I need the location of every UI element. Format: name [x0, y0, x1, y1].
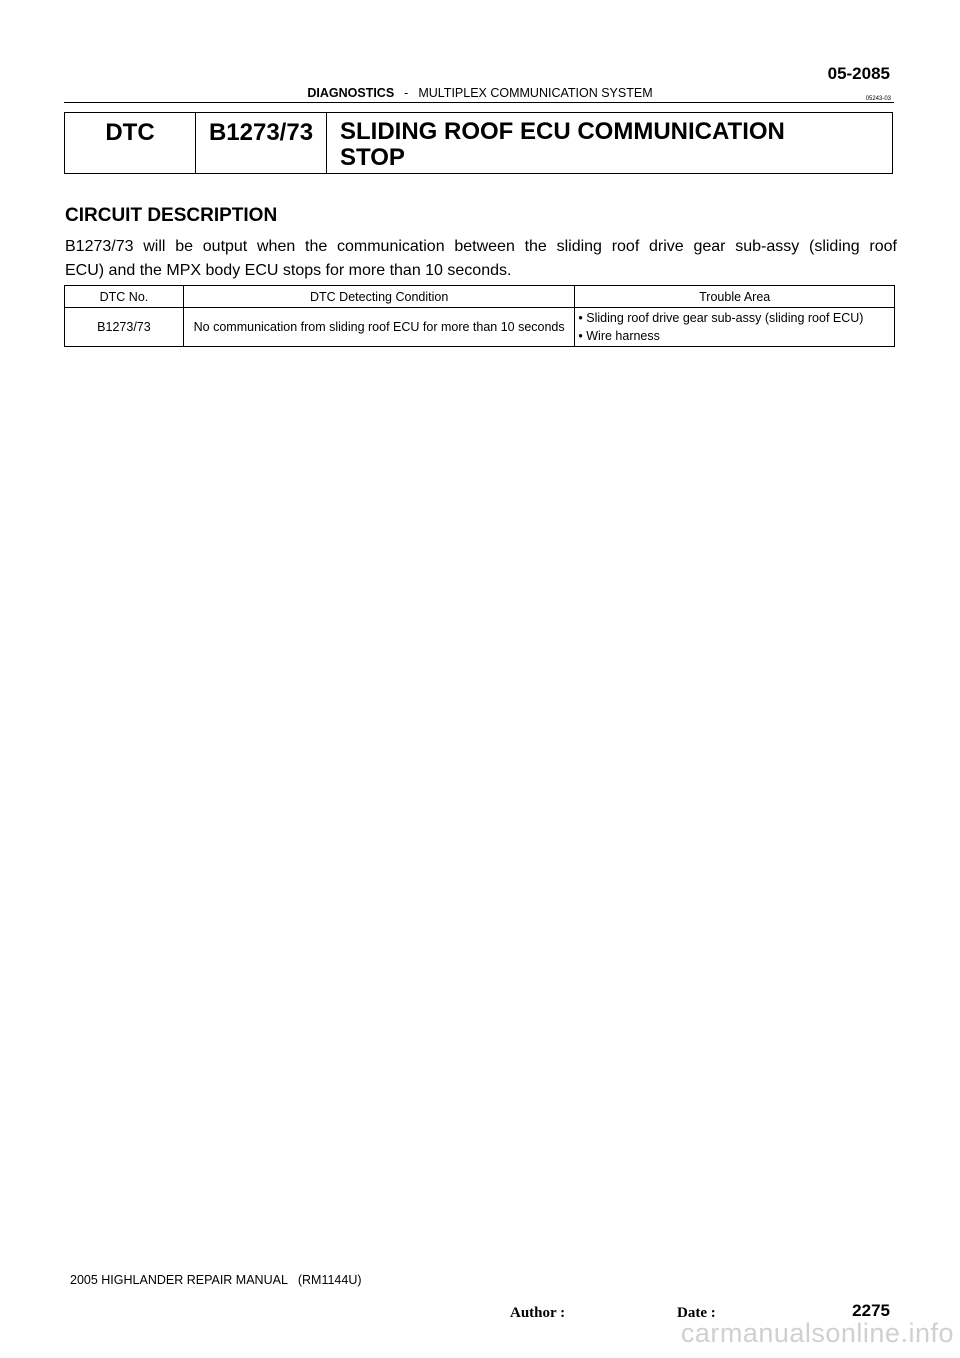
- dtc-title-line-2: STOP: [340, 144, 405, 171]
- description-line-2: ECU) and the MPX body ECU stops for more than 10 seconds.: [65, 262, 512, 279]
- cell-trouble-area: [575, 308, 895, 347]
- trouble-area-item: • Sliding roof drive gear sub-assy (sliding roof ECU): [578, 311, 864, 325]
- page-number: 05-2085: [827, 64, 890, 83]
- column-header-dtc-no: DTC No.: [65, 286, 184, 308]
- column-header-trouble-area: Trouble Area: [575, 286, 895, 308]
- dtc-title-box: [64, 112, 893, 174]
- footer-page-number: 2275: [852, 1301, 890, 1320]
- description-line-1: B1273/73 will be output when the communication between the sliding roof drive gear sub-assy (sliding roof: [65, 238, 897, 255]
- table-header-row: [65, 286, 895, 308]
- table-row: [65, 308, 895, 347]
- section-title: CIRCUIT DESCRIPTION: [65, 205, 278, 226]
- subsection-name: MULTIPLEX COMMUNICATION SYSTEM: [418, 86, 653, 100]
- circuit-description: [65, 235, 897, 283]
- dtc-table: [64, 285, 895, 347]
- footer-manual-title: 2005 HIGHLANDER REPAIR MANUAL (RM1144U): [70, 1273, 362, 1287]
- dtc-label: DTC: [65, 113, 196, 173]
- cell-dtc-no: B1273/73: [65, 308, 184, 347]
- column-header-condition: DTC Detecting Condition: [183, 286, 575, 308]
- dtc-title: [327, 113, 893, 173]
- watermark: carmanualsonline.info: [680, 1318, 954, 1348]
- date-label: Date :: [677, 1305, 716, 1321]
- header-separator: -: [404, 86, 409, 100]
- cell-condition: No communication from sliding roof ECU for more than 10 seconds: [183, 308, 575, 347]
- author-label: Author :: [510, 1305, 566, 1321]
- dtc-title-line-1: SLIDING ROOF ECU COMMUNICATION: [340, 118, 785, 145]
- document-code: 05243-03: [865, 96, 891, 102]
- running-header: [0, 86, 960, 100]
- dtc-code: B1273/73: [196, 113, 327, 173]
- section-name: DIAGNOSTICS: [307, 86, 395, 100]
- trouble-area-item: • Wire harness: [578, 329, 660, 343]
- header-rule: [64, 102, 894, 103]
